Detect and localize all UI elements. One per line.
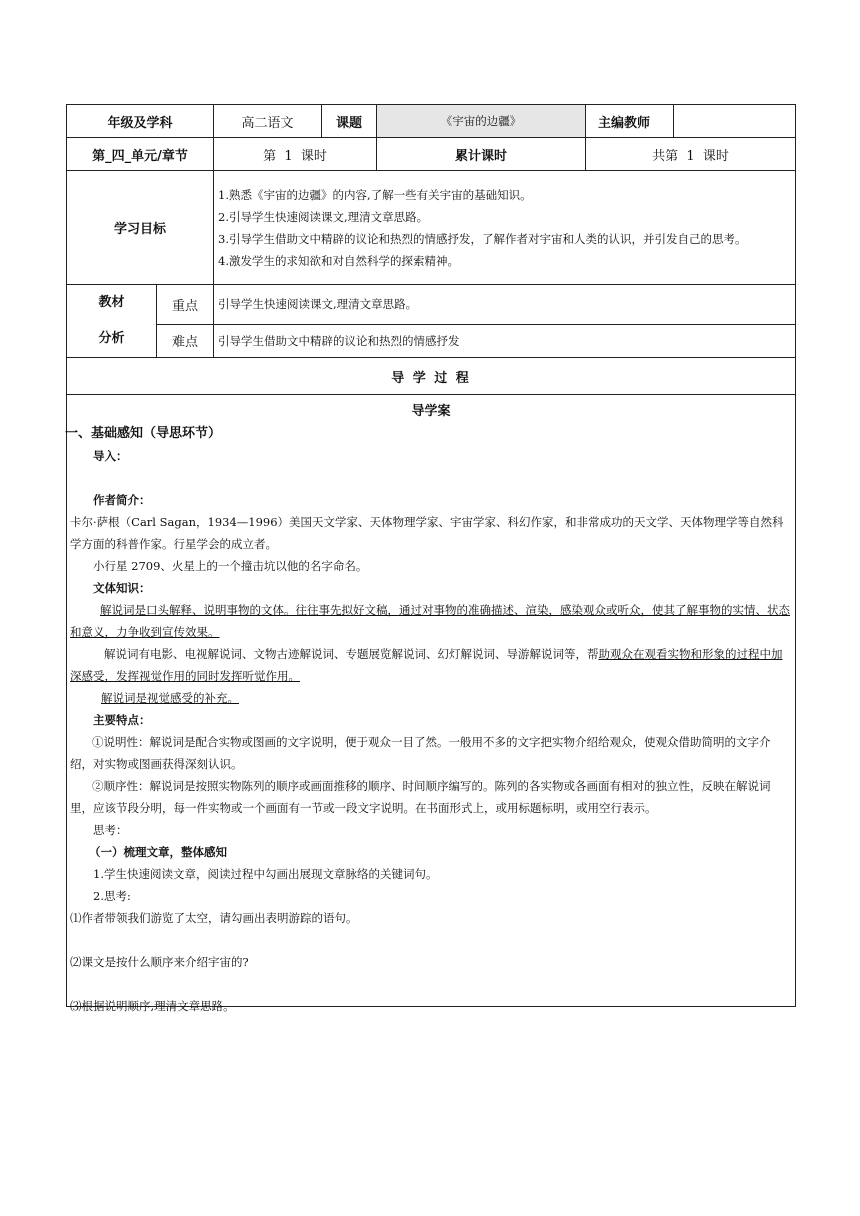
- grade-label: 年级及学科: [67, 105, 214, 138]
- features-label: 主要特点：: [93, 713, 151, 727]
- lesson-plan-table: [65, 104, 795, 1013]
- plan-title: 导学案: [411, 404, 451, 419]
- goal-item: 3.引导学生借助文中精辟的议论和热烈的情感抒发，了解作者对宇宙和人类的认识，并引发自己的思考。: [218, 231, 747, 246]
- topic-label: 课题: [322, 105, 377, 138]
- goals-list: [214, 171, 796, 285]
- genre-label: 文体知识：: [93, 581, 151, 595]
- feature-item: ①说明性：解说词是配合实物或图画的文字说明，便于观众一目了然。一般用不多的文字把实物介绍给观众，使观众借助简明的文字介绍，对实物或图画获得深刻认识。: [70, 735, 771, 771]
- feature-item: ②顺序性：解说词是按照实物陈列的顺序或画面推移的顺序、时间顺序编写的。陈列的各实物或各画面有相对的独立性，反映在解说词里，应该节段分明，每一件实物或一个画面有一节或一段文字说明。在书面形式上，或用标题标明，或用空行表示。: [70, 779, 771, 815]
- genre-text: 解说词是视觉感受的补充。: [101, 691, 239, 705]
- question-item: ⑶根据说明顺序,理清文章思路。: [70, 999, 235, 1013]
- author-text: 小行星 2709、火星上的一个撞击坑以他的名字命名。: [93, 559, 368, 573]
- chapter-label: 第_四_单元/章节: [67, 138, 214, 171]
- subsection-heading: （一）梳理文章，整体感知: [89, 845, 227, 859]
- question-item: ⑴作者带领我们游览了太空，请勾画出表明游踪的语句。: [70, 911, 358, 925]
- plan-body: [65, 395, 796, 1013]
- intro-label: 导入：: [93, 449, 128, 463]
- author-text: 卡尔·萨根（Carl Sagan，1934—1996）美国天文学家、天体物理学家、宇宙学家、科幻作家，和非常成功的天文学、天体物理学等自然科学方面的科普作家。行星学会的成立者。: [70, 515, 784, 551]
- question-item: ⑵课文是按什么顺序来介绍宇宙的?: [70, 955, 249, 969]
- key-point-label: 重点: [157, 285, 214, 325]
- think-label: 思考：: [93, 823, 128, 837]
- goals-label: 学习目标: [67, 171, 214, 285]
- difficult-point-value: 引导学生借助文中精辟的议论和热烈的情感抒发: [214, 324, 796, 357]
- genre-text: 解说词有电影、电视解说词、文物古迹解说词、专题展览解说词、幻灯解说词、导游解说词等，帮助观众在观看实物和形象的过程中加深感受，发挥视觉作用的同时发挥听觉作用。: [70, 647, 783, 683]
- section-heading: 一、基础感知（导思环节）: [65, 426, 222, 441]
- task-item: 2.思考:: [93, 889, 131, 903]
- cumulative-label: 累计课时: [377, 138, 586, 171]
- goal-item: 2.引导学生快速阅读课文,理清文章思路。: [218, 209, 429, 224]
- analysis-label: 教材 分析: [67, 285, 157, 358]
- editor-value: [674, 105, 796, 138]
- difficult-point-label: 难点: [157, 324, 214, 357]
- author-label: 作者简介：: [93, 493, 151, 507]
- editor-label: 主编教师: [586, 105, 674, 138]
- goal-item: 4.激发学生的求知欲和对自然科学的探索精神。: [218, 253, 459, 268]
- lesson-value: 第 1 课时: [214, 138, 377, 171]
- genre-text: 解说词是口头解释、说明事物的文体。往往事先拟好文稿，通过对事物的准确描述、渲染，感染观众或听众，使其了解事物的实情、状态和意义，力争收到宣传效果。: [70, 603, 790, 639]
- task-item: 1.学生快速阅读文章，阅读过程中勾画出展现文章脉络的关键词句。: [93, 867, 438, 881]
- key-point-value: 引导学生快速阅读课文,理清文章思路。: [214, 285, 796, 325]
- topic-value: 《宇宙的边疆》: [377, 105, 586, 138]
- process-title: 导 学 过 程: [67, 358, 796, 395]
- grade-value: 高二语文: [214, 105, 322, 138]
- goal-item: 1.熟悉《宇宙的边疆》的内容,了解一些有关宇宙的基础知识。: [218, 187, 532, 202]
- cumulative-value: 共第 1 课时: [586, 138, 796, 171]
